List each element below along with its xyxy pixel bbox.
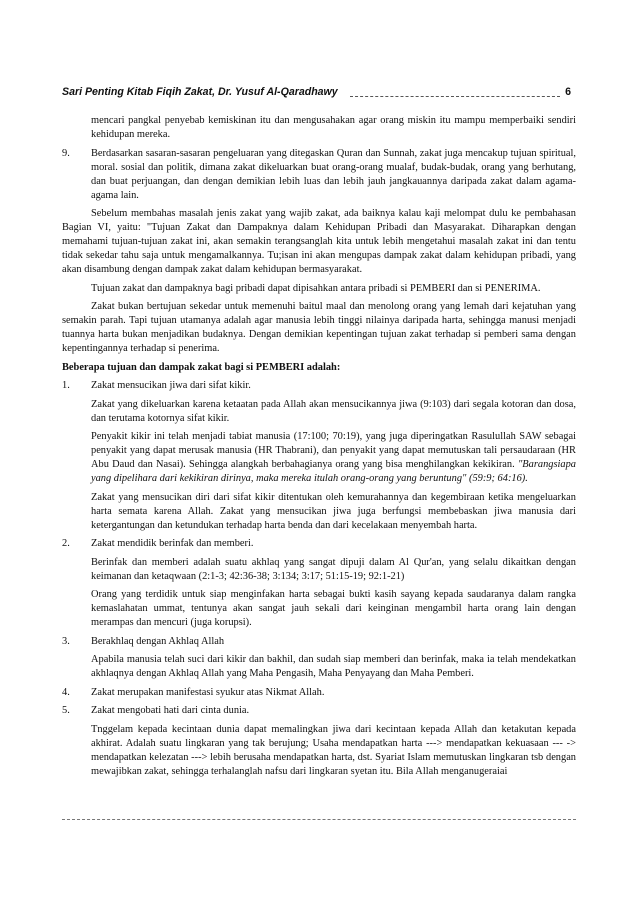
page-number: 6 <box>565 86 571 98</box>
list-number: 2. <box>62 538 70 549</box>
paragraph-purpose: Tujuan zakat dan dampaknya bagi pribadi dapat dipisahkan antara pribadi si PEMBERI dan si PENERIMA. <box>91 282 541 294</box>
list-item-title: Zakat merupakan manifestasi syukur atas Nikmat Allah. <box>91 686 325 698</box>
header-title: Sari Penting Kitab Fiqih Zakat, Dr. Yusuf Al-Qaradhawy <box>62 86 338 98</box>
item1-paragraph-1: Zakat yang dikeluarkan karena ketaatan pada Allah akan mensucikannya jiwa (9:103) dari segala kotoran dan dosa, dan terutama kotornya sifat kikir. <box>91 398 576 424</box>
continued-paragraph: mencari pangkal penyebab kemiskinan itu dan mengusahakan agar orang miskin itu mampu memperbaiki sendiri kehidupan mereka. <box>91 115 576 140</box>
header-rule <box>350 96 560 97</box>
item1-paragraph-3: Zakat yang mensucikan diri dari sifat kikir ditentukan oleh kemurahannya dan kegembiraan ketika mengeluarkan harta semata karena Allah. Zakat yang mensucikan jiwa juga berfungsi membebaskan jiwa manusia dari ketergantungan dan ketundukan terhadap harta benda dan dari kecelakaan menyembah harta. <box>91 491 576 531</box>
item1-paragraph-2 <box>62 430 576 486</box>
paragraph-intro: Sebelum membahas masalah jenis zakat yang wajib zakat, ada baiknya kalau kaji melompat dulu ke pembahasan Bagian VI, yaitu: "Tujuan Zakat dan Dampaknya dalam Kehidupan Pribadi dan Masyarakat. Diharapkan dengan memahami tujuan-tujuan zakat ini, akan semakin terangsanglah kita untuk lebih mengetahui masalah zakat ini dan tentu tidak sekedar tahu saja untuk mengamalkannya. Tu;isan ini akan mengupas dampak zakat dalam kehidupan pribadi, yang akan disambung dengan dampak zakat dalam kehidupan bermasyarakat. <box>62 208 576 275</box>
list-item-2 <box>62 537 576 551</box>
list-item-title: Zakat mengobati hati dari cinta dunia. <box>91 705 250 716</box>
paragraph-not-only: Zakat bukan bertujuan sekedar untuk memenuhi baitul maal dan menolong orang yang lemah dari kejatuhan yang semakin parah. Tapi tujuan utamanya adalah agar manusia lebih tinggi nilainya daripada harta, sehingga manusi menjadi tuannya harta bukan menjadikan budaknya. Dengan demikian kepentingan tujuan zakat terhadap si pemberi sama dengan kepentingannya terhadap si penerima. <box>62 301 576 354</box>
list-number: 1. <box>62 380 70 391</box>
item3-paragraph-1: Apabila manusia telah suci dari kikir dan bakhil, dan sudah siap memberi dan berinfak, maka ia telah mendekatkan akhlaqnya dengan Akhlaq Allah yang Maha Pengasih, Maha Penyayang dan Maha Pemberi. <box>91 654 576 679</box>
list-item-title: Zakat mensucikan jiwa dari sifat kikir. <box>91 380 251 391</box>
item2-paragraph-2: Orang yang terdidik untuk siap menginfakan harta sebagai bukti kasih sayang kepada saudaranya dalam rangka kemaslahatan ummat, tentunya akan sangat jauh sekali dari keinginan mengambil harta orang lain dengan merampas dan mencuri (juga korupsi). <box>91 589 576 628</box>
list-number: 4. <box>62 686 70 698</box>
quran-quote: "Barangsiapa yang dipelihara dari kekikiran dirinya, maka mereka itulah orang-orang yang beruntung" (59:9; 64:16). <box>91 459 576 484</box>
list-item-5 <box>62 704 576 718</box>
item1-paragraph-2-text: Penyakit kikir ini telah menjadi tabiat manusia (17:100; 70:19), yang juga diperingatkan Rasulullah SAW sebagai penyakit yang dapat merusak manusia (HR Thabrani), dan penyakit yang dapat memutuskan tali persaudaraan (HR Abu Daud dan Nasai). Sehingga alangkah berbahagianya orang yang bisa menghilangkan kekikiran. <box>91 431 576 470</box>
list-item-text: Berdasarkan sasaran-sasaran pengeluaran yang ditegaskan Quran dan Sunnah, zakat juga mencakup tujuan spiritual, moral. sosial dan politik, dimana zakat dikeluarkan buat orang-orang mualaf, budak-budak, orang yang berhutang, dan buat perjuangan, dan dengan demikian lebih luas dan lebih jauh jangkauannya daripada zakat dalam agama-agama lain. <box>91 147 576 201</box>
list-number: 3. <box>62 635 70 647</box>
list-number: 9. <box>62 147 70 159</box>
list-item-4 <box>62 686 576 700</box>
list-number: 5. <box>62 705 70 716</box>
item5-paragraph-1: Tnggelam kepada kecintaan dunia dapat memalingkan jiwa dari kecintaan kepada Allah dan ketakutan kepada akhirat. Adalah suatu lingkaran yang tak berujung; Usaha mendapatkan harta ---> mendapatkan kekuasaan --- -> mendapatkan kelezatan ---> lebih berusaha mendapatkan harta, dst. Syariat Islam memutuskan lingkaran tsb dengan mewajibkan zakat, sehingga terhalanglah nafsu dari lingkaran syetan itu. Bila Allah menganugeraiai <box>91 723 576 777</box>
list-item-1 <box>62 379 576 393</box>
section-heading: Beberapa tujuan dan dampak zakat bagi si PEMBERI adalah: <box>62 361 341 373</box>
list-item-3 <box>62 635 576 649</box>
list-item-9 <box>62 147 576 203</box>
body-text <box>62 114 576 783</box>
list-item-title: Berakhlaq dengan Akhlaq Allah <box>91 635 225 647</box>
item2-paragraph-1: Berinfak dan memberi adalah suatu akhlaq yang sangat dipuji dalam Al Qur'an, yang selalu dikaitkan dengan keimanan dan ketaqwaan (2:1-3; 42:36-38; 3:134; 3:17; 51:15-19; 92:1-21) <box>91 556 576 582</box>
list-item-title: Zakat mendidik berinfak dan memberi. <box>91 538 254 549</box>
footer-rule <box>62 819 576 820</box>
running-header <box>62 85 582 99</box>
